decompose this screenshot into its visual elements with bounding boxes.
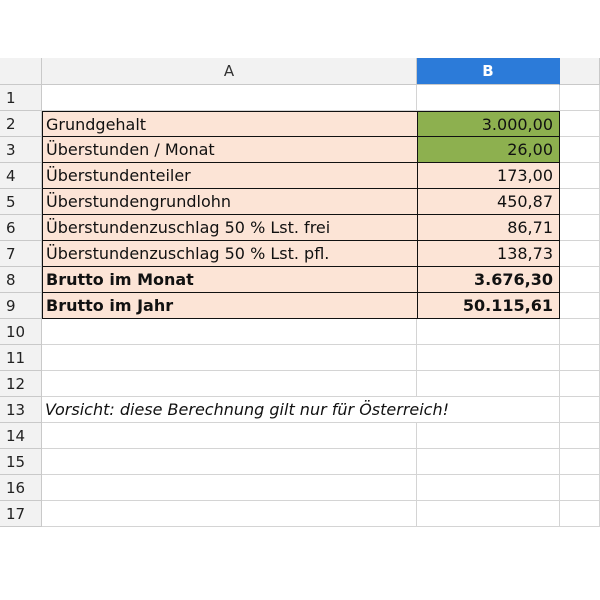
- cell-c16[interactable]: [560, 475, 600, 501]
- cell-c12[interactable]: [560, 371, 600, 397]
- column-header-c[interactable]: [560, 58, 600, 85]
- cell-a5[interactable]: Überstundengrundlohn: [42, 189, 417, 215]
- cell-a1[interactable]: [42, 85, 417, 111]
- cell-a13[interactable]: Vorsicht: diese Berechnung gilt nur für Österreich!: [42, 397, 417, 423]
- cell-b14[interactable]: [417, 423, 560, 449]
- cell-b2[interactable]: 3.000,00: [417, 111, 560, 137]
- cell-b3[interactable]: 26,00: [417, 137, 560, 163]
- row-header-1[interactable]: 1: [0, 85, 42, 111]
- row-header-11[interactable]: 11: [0, 345, 42, 371]
- cell-a6[interactable]: Überstundenzuschlag 50 % Lst. frei: [42, 215, 417, 241]
- row-header-14[interactable]: 14: [0, 423, 42, 449]
- row-header-3[interactable]: 3: [0, 137, 42, 163]
- row-header-13[interactable]: 13: [0, 397, 42, 423]
- cell-c14[interactable]: [560, 423, 600, 449]
- cell-a4[interactable]: Überstundenteiler: [42, 163, 417, 189]
- cell-a2[interactable]: Grundgehalt: [42, 111, 417, 137]
- cell-b13[interactable]: [417, 397, 560, 423]
- row-header-17[interactable]: 17: [0, 501, 42, 527]
- cell-a14[interactable]: [42, 423, 417, 449]
- cell-b15[interactable]: [417, 449, 560, 475]
- cell-b17[interactable]: [417, 501, 560, 527]
- cell-b6[interactable]: 86,71: [417, 215, 560, 241]
- cell-c7[interactable]: [560, 241, 600, 267]
- cell-b1[interactable]: [417, 85, 560, 111]
- cell-a11[interactable]: [42, 345, 417, 371]
- cell-c2[interactable]: [560, 111, 600, 137]
- cell-c4[interactable]: [560, 163, 600, 189]
- column-header-a[interactable]: A: [42, 58, 417, 85]
- select-all-corner[interactable]: [0, 58, 42, 85]
- cell-b11[interactable]: [417, 345, 560, 371]
- cell-b4[interactable]: 173,00: [417, 163, 560, 189]
- row-header-9[interactable]: 9: [0, 293, 42, 319]
- cell-b7[interactable]: 138,73: [417, 241, 560, 267]
- cell-a7[interactable]: Überstundenzuschlag 50 % Lst. pfl.: [42, 241, 417, 267]
- cell-b5[interactable]: 450,87: [417, 189, 560, 215]
- row-header-2[interactable]: 2: [0, 111, 42, 137]
- cell-c15[interactable]: [560, 449, 600, 475]
- cell-c17[interactable]: [560, 501, 600, 527]
- cell-a15[interactable]: [42, 449, 417, 475]
- cell-a10[interactable]: [42, 319, 417, 345]
- row-header-15[interactable]: 15: [0, 449, 42, 475]
- row-header-12[interactable]: 12: [0, 371, 42, 397]
- cell-b9[interactable]: 50.115,61: [417, 293, 560, 319]
- cell-a9[interactable]: Brutto im Jahr: [42, 293, 417, 319]
- cell-c13[interactable]: [560, 397, 600, 423]
- cell-c3[interactable]: [560, 137, 600, 163]
- cell-a12[interactable]: [42, 371, 417, 397]
- cell-c8[interactable]: [560, 267, 600, 293]
- row-header-16[interactable]: 16: [0, 475, 42, 501]
- cell-c9[interactable]: [560, 293, 600, 319]
- row-header-10[interactable]: 10: [0, 319, 42, 345]
- cell-b10[interactable]: [417, 319, 560, 345]
- cell-c10[interactable]: [560, 319, 600, 345]
- row-header-4[interactable]: 4: [0, 163, 42, 189]
- cell-a3[interactable]: Überstunden / Monat: [42, 137, 417, 163]
- row-header-7[interactable]: 7: [0, 241, 42, 267]
- row-header-8[interactable]: 8: [0, 267, 42, 293]
- cell-c5[interactable]: [560, 189, 600, 215]
- cell-a17[interactable]: [42, 501, 417, 527]
- cell-c6[interactable]: [560, 215, 600, 241]
- cell-a16[interactable]: [42, 475, 417, 501]
- cell-c1[interactable]: [560, 85, 600, 111]
- cell-b16[interactable]: [417, 475, 560, 501]
- row-header-5[interactable]: 5: [0, 189, 42, 215]
- cell-b8[interactable]: 3.676,30: [417, 267, 560, 293]
- column-header-b[interactable]: B: [417, 58, 560, 85]
- cell-a8[interactable]: Brutto im Monat: [42, 267, 417, 293]
- cell-c11[interactable]: [560, 345, 600, 371]
- cell-b12[interactable]: [417, 371, 560, 397]
- row-header-6[interactable]: 6: [0, 215, 42, 241]
